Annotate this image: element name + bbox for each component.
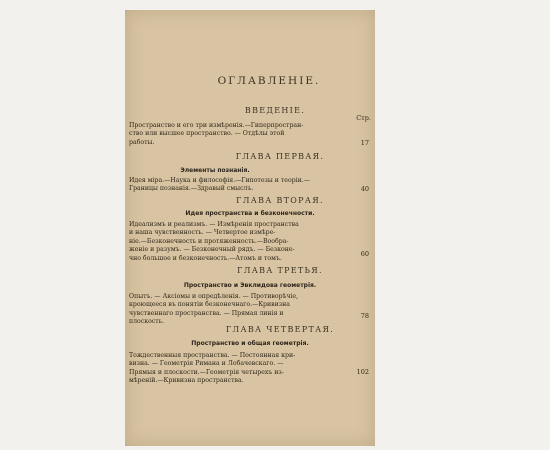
book-page [125, 10, 375, 446]
chapter3-section-title: Пространство и Эвклидова геометрія. [183, 282, 317, 289]
page-column-label: Стр. [356, 114, 371, 122]
intro-heading: ВВЕДЕНІЕ. [244, 106, 306, 115]
entry-line: Идея міра.—Наука и философія.—Гипотезы и теоріи.— [129, 177, 310, 184]
entry-line: плоскость. [129, 318, 165, 326]
chapter4-heading: ГЛАВА ЧЕТВЕРТАЯ. [225, 325, 335, 334]
entry-line: Прямыя и плоскости.—Геометрія четырехъ из- [129, 368, 284, 376]
chapter1-page-number: 40 [360, 185, 369, 193]
chapter2-heading: ГЛАВА ВТОРАЯ. [236, 196, 324, 205]
chapter1-section-title: Элементы познанія. [180, 167, 250, 174]
chapter3-heading: ГЛАВА ТРЕТЬЯ. [237, 266, 323, 275]
chapter3-page-number: 78 [360, 312, 369, 320]
intro-entry [129, 122, 329, 147]
chapter4-page-number: 102 [356, 368, 369, 376]
entry-line: Тождественныя пространства. — Постоянная кри- [129, 352, 296, 359]
entry-line: кроющееся въ понятіи безконечнаго.—Кривизна [129, 301, 290, 309]
chapter3-entry [129, 293, 329, 327]
intro-page-number: 17 [360, 139, 369, 147]
entry-line: ніе.—Безконечность и протяженность.—Вообра- [129, 237, 289, 245]
entry-line: чно большое и безконечность.—Атомъ и томъ. [129, 254, 282, 262]
chapter2-section-title: Идея пространства и безконечности. [185, 210, 315, 217]
entry-line: женіе и разумъ. — Безконечный рядъ. — Безконе- [129, 246, 295, 254]
toc-title: ОГЛАВЛЕНІЕ. [217, 75, 321, 87]
chapter4-entry [129, 352, 329, 386]
entry-line: мѣреній.—Кривизна пространства. [129, 377, 244, 385]
entry-line: Пространство и его три измѣренія.—Гиперпростран- [129, 122, 304, 129]
chapter4-section-title: Пространство и общая геометрія. [191, 340, 309, 347]
entry-line: работы. [129, 138, 155, 146]
chapter1-heading: ГЛАВА ПЕРВАЯ. [235, 152, 325, 161]
entry-line: Идеализмъ и реализмъ. — Измѣренія пространства [129, 221, 299, 228]
entry-line: чувственнаго пространства. — Прямая линія и [129, 309, 284, 317]
chapter2-entry [129, 221, 329, 263]
entry-line: Границы познанія.—Здравый смыслъ. [129, 185, 254, 193]
entry-line: Опытъ. — Аксіомы и опредѣленія. — Противорѣчіе, [129, 293, 299, 300]
entry-line: визна. — Геометрія Римана и Лобачевскаго. — [129, 360, 284, 368]
entry-line: ство или высшее пространство. — Отдѣлы этой [129, 130, 285, 138]
entry-line: и наша чувственность. — Четвертое измѣре- [129, 229, 276, 237]
chapter2-page-number: 60 [360, 250, 369, 258]
chapter1-entry [129, 177, 329, 194]
